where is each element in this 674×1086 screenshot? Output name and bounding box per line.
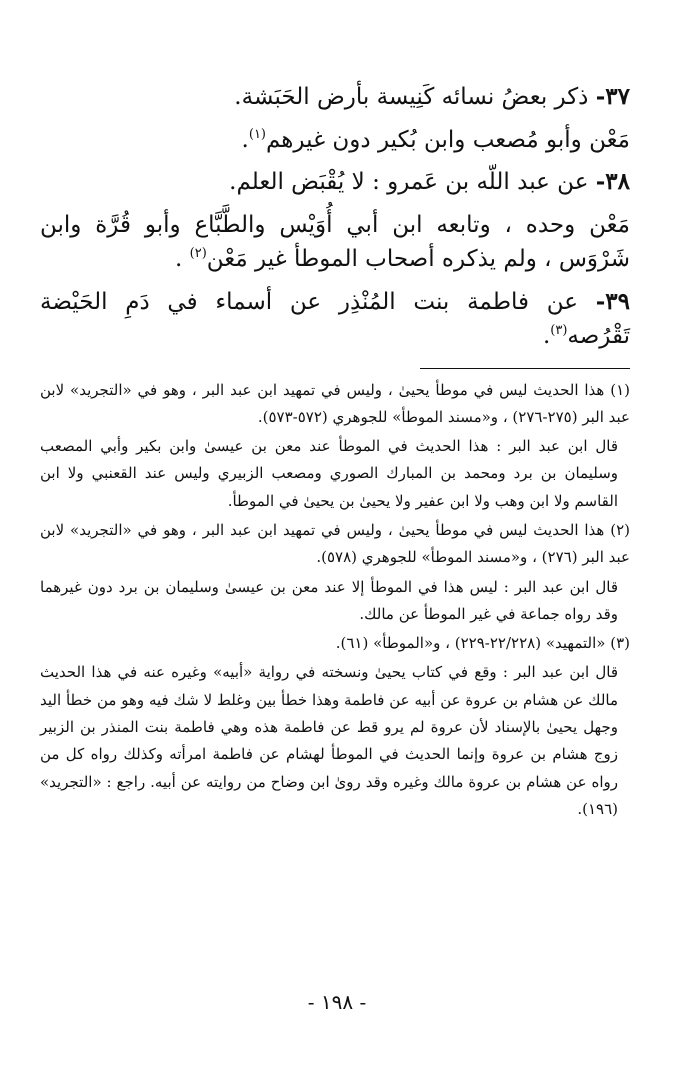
entry-text: عن عبد اللّه بن عَمرو : لا يُقْبَض العلم.	[229, 169, 589, 195]
footnote-ref-2[interactable]: (٢)	[189, 246, 207, 261]
entry-38-narrators	[40, 208, 630, 277]
entry-number: ٣٩-	[595, 287, 630, 315]
page-number: - ١٩٨ -	[307, 990, 367, 1014]
entry-number: ٣٧-	[595, 83, 630, 110]
entry-text: ذكر بعضُ نسائه كَنِيسة بأرض الحَبَشة.	[234, 84, 589, 110]
footnote-3-comment: قال ابن عبد البر : وقع في كتاب يحيىٰ ونسخته في رواية «أبيه» وغيره عنه في هذا الحديث مالك عن هشام بن عروة عن أبيه عن فاطمة وهذا خطأ بين وغلط لا شك فيه وهو من خطأ اليد وجهل يحيىٰ بالإسناد لأن عروة لم يرو قط عن فاطمة هذه وهي فاطمة بنت المنذر بن الزبير زوج هشام بن عروة وإنما الحديث في الموطأ لهشام عن فاطمة امرأته وكذلك رواه كل من رواه عن هشام بن عروة مالك وغيره وقد روىٰ ابن وضاح من روايته عن أبيه. راجع : «التجريد» (١٩٦).	[40, 663, 618, 818]
footnote-1-comment: قال ابن عبد البر : هذا الحديث في الموطأ عند معن بن عيسىٰ وابن بكير وأبي المصعب وسليمان بن برد ومحمد بن المبارك الصوري ومصعب الزبيري وليس عند القعنبي ولا ابن القاسم ولا ابن وهب ولا ابن عفير ولا يحيىٰ بن يحيىٰ في الموطأ.	[40, 437, 618, 510]
entry-text: مَعْن وحده ، وتابعه ابن أبي أُوَيْس والطَّبَّاع وأبو قُرَّة وابن شَرْوَس ، ولم يذكره أصحاب الموطأ غير مَعْن	[40, 211, 630, 272]
entry-37	[40, 80, 630, 115]
page-body	[40, 80, 630, 825]
footnote-ref-1[interactable]: (١)	[248, 126, 266, 142]
entry-38	[40, 165, 630, 200]
footnote-ref-3[interactable]: (٣)	[550, 323, 568, 338]
entry-end: .	[175, 246, 190, 272]
entry-39	[40, 285, 630, 354]
entry-text: عن فاطمة بنت المُنْذِر عن أسماء في دَمِ الحَيْضة تَقْرُصه	[40, 288, 630, 349]
footnote-3: (٣) «التمهيد» (٢٢/٢٢٨-٢٢٩) ، و«الموطأ» (٦١).	[335, 634, 630, 653]
footnote-2-comment: قال ابن عبد البر : ليس هذا في الموطأ إلا عند معن بن عيسىٰ وسليمان بن برد دون غيرهما وقد رواه جماعة في غير الموطأ عن مالك.	[40, 577, 618, 623]
entry-end: .	[542, 323, 551, 349]
entry-text: مَعْن وأبو مُصعب وابن بُكير دون غيرهم	[266, 126, 630, 153]
entry-end: .	[241, 126, 249, 153]
footnote-1: (١) هذا الحديث ليس في موطأ يحيىٰ ، وليس في تمهيد ابن عبد البر ، وهو في «التجريد» لابن عبد البر (٢٧٥-٢٧٦) ، و«مسند الموطأ» للجوهري (٥٧٢-٥٧٣).	[40, 380, 630, 426]
entry-37-narrators	[40, 123, 630, 158]
footnote-divider	[420, 368, 630, 369]
footnote-2: (٢) هذا الحديث ليس في موطأ يحيىٰ ، وليس في تمهيد ابن عبد البر ، وهو في «التجريد» لابن عبد البر (٢٧٦) ، و«مسند الموطأ» للجوهري (٥٧٨).	[40, 520, 630, 567]
entry-number: ٣٨-	[595, 168, 630, 195]
